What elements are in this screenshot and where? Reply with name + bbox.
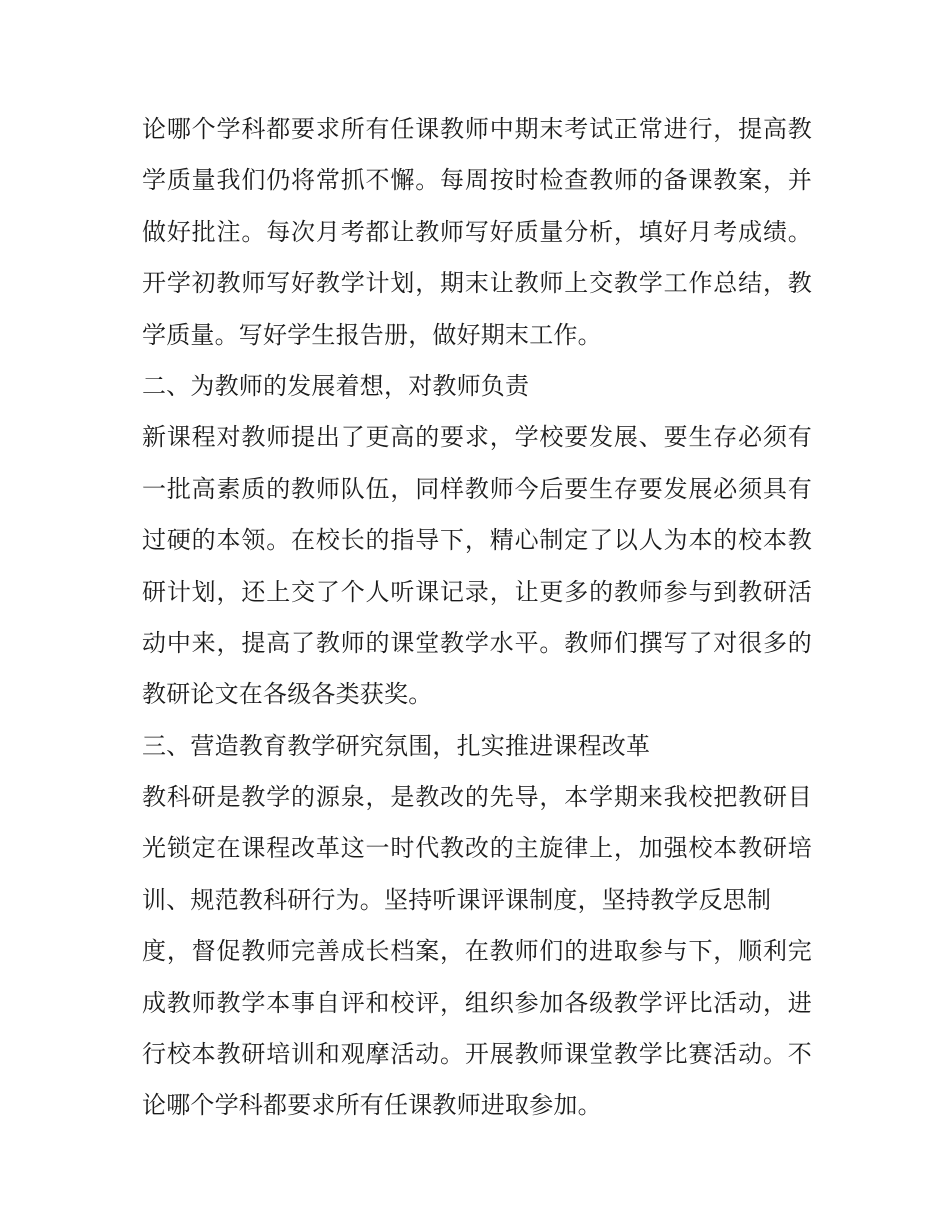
paragraph-line: 教科研是教学的源泉，是教改的先导，本学期来我校把教研目	[142, 783, 812, 812]
section-heading: 二、为教师的发展着想，对教师负责	[142, 371, 530, 400]
paragraph-line: 研计划，还上交了个人听课记录，让更多的教师参与到教研活	[142, 577, 812, 606]
paragraph-line: 学质量我们仍将常抓不懈。每周按时检查教师的备课教案，并	[142, 166, 812, 195]
paragraph-line: 一批高素质的教师队伍，同样教师今后要生存要发展必须具有	[142, 474, 812, 503]
document-body	[142, 104, 812, 1132]
paragraph-line: 光锁定在课程改革这一时代教改的主旋律上，加强校本教研培	[142, 834, 812, 863]
paragraph-line: 度，督促教师完善成长档案，在教师们的进取参与下，顺利完	[142, 937, 812, 966]
paragraph-line: 开学初教师写好教学计划，期末让教师上交教学工作总结，教	[142, 269, 812, 298]
paragraph-line: 教研论文在各级各类获奖。	[142, 680, 433, 709]
paragraph-line: 学质量。写好学生报告册，做好期末工作。	[142, 320, 602, 349]
paragraph-line: 论哪个学科都要求所有任课教师进取参加。	[142, 1091, 602, 1120]
paragraph-line: 论哪个学科都要求所有任课教师中期末考试正常进行，提高教	[142, 115, 812, 143]
paragraph-line: 行校本教研培训和观摩活动。开展教师课堂教学比赛活动。不	[142, 1040, 812, 1069]
paragraph-line: 新课程对教师提出了更高的要求，学校要发展、要生存必须有	[142, 423, 812, 452]
paragraph-line: 成教师教学本事自评和校评，组织参加各级教学评比活动，进	[142, 988, 812, 1017]
section-heading: 三、营造教育教学研究氛围，扎实推进课程改革	[142, 731, 651, 760]
paragraph-line: 做好批注。每次月考都让教师写好质量分析，填好月考成绩。	[142, 217, 812, 246]
paragraph-line: 过硬的本领。在校长的指导下，精心制定了以人为本的校本教	[142, 526, 812, 555]
paragraph-line: 动中来，提高了教师的课堂教学水平。教师们撰写了对很多的	[142, 628, 812, 657]
paragraph-line: 训、规范教科研行为。坚持听课评课制度，坚持教学反思制	[142, 885, 772, 914]
